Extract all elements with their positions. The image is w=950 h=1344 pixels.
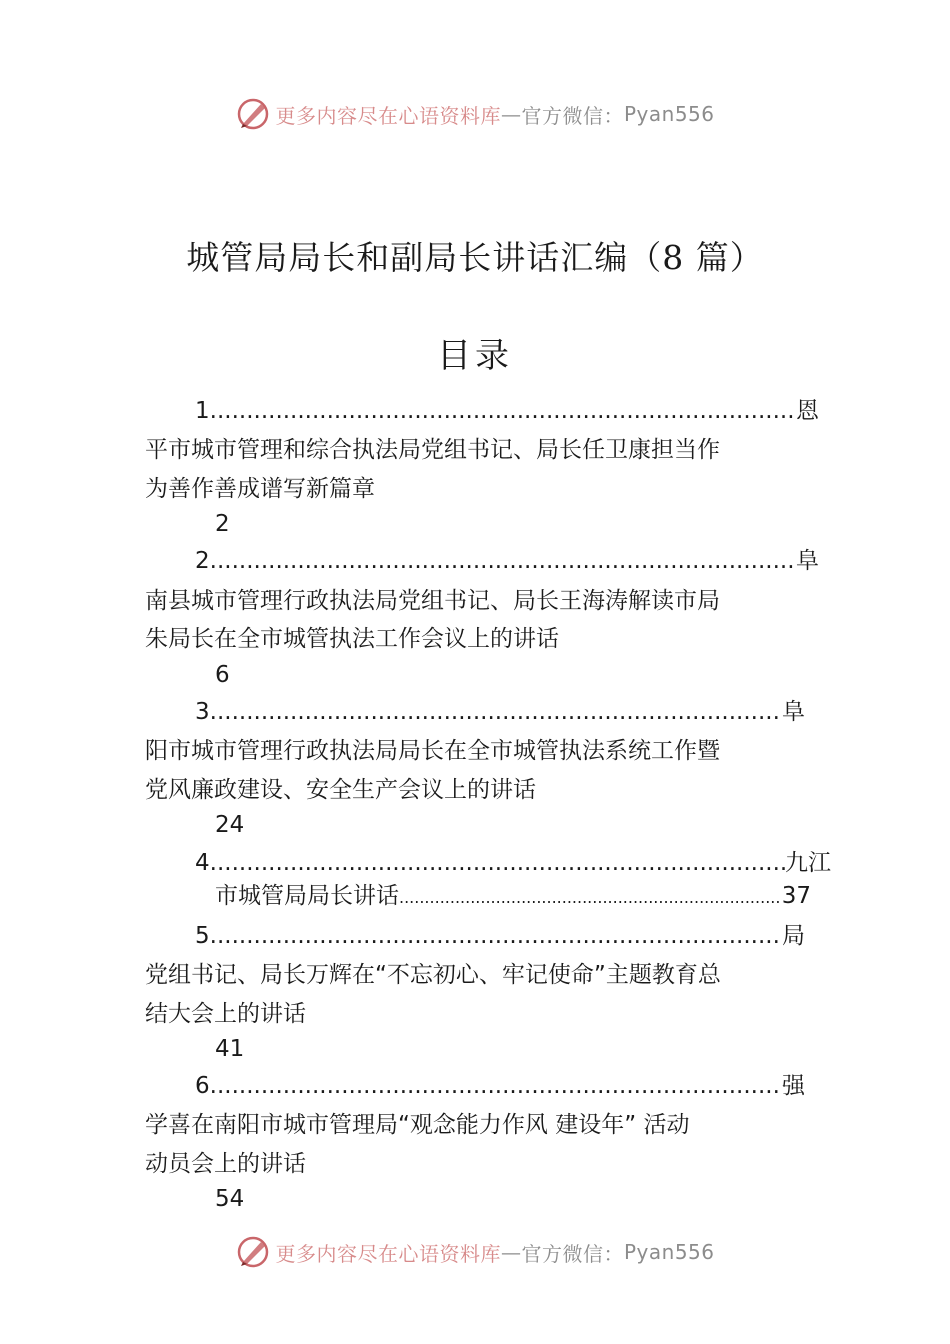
toc-entry-number: 4	[195, 850, 210, 876]
leader-dots	[210, 921, 782, 951]
watermark-wechat-label: 官方微信：	[521, 1241, 624, 1266]
toc-entry-3-leader[interactable]	[195, 697, 805, 727]
toc-entry-title-start: 恩	[796, 398, 819, 424]
toc-entry-1-leader[interactable]	[195, 396, 819, 426]
toc-entry-1-page: 2	[215, 511, 230, 537]
watermark-footer	[0, 1232, 950, 1272]
toc-entry-6-line-1: 学喜在南阳市城市管理局“观念能力作风 建设年” 活动	[145, 1112, 690, 1138]
document-title: 城管局局长和副局长讲话汇编（8 篇）	[186, 238, 764, 277]
toc-entry-2-page: 6	[215, 662, 230, 688]
toc-entry-4-sub[interactable]	[215, 881, 811, 913]
watermark-header	[0, 94, 950, 134]
toc-entry-6-line-2: 动员会上的讲话	[145, 1151, 306, 1177]
toc-entry-5-line-1: 党组书记、局长万辉在“不忘初心、牢记使命”主题教育总	[145, 962, 721, 988]
toc-entry-number: 6	[195, 1073, 210, 1099]
leader-dots	[210, 396, 796, 426]
toc-entry-title-start: 阜	[782, 699, 805, 725]
watermark-wechat-id: Pyan556	[623, 1240, 715, 1264]
toc-entry-title-start: 阜	[796, 548, 819, 574]
toc-entry-2-leader[interactable]	[195, 546, 819, 576]
leader-dots	[210, 697, 782, 727]
leader-dots	[399, 883, 782, 913]
pen-logo-icon	[235, 1234, 271, 1270]
watermark-dash: —	[500, 1240, 522, 1264]
toc-entry-2-line-1: 南县城市管理行政执法局党组书记、局长王海涛解读市局	[145, 588, 720, 614]
toc-entry-2-line-2: 朱局长在全市城管执法工作会议上的讲话	[145, 626, 559, 652]
watermark-brand: 更多内容尽在心语资料库	[275, 103, 501, 128]
toc-entry-1-line-2: 为善作善成谱写新篇章	[145, 476, 375, 502]
toc-entry-6-page: 54	[215, 1186, 245, 1212]
toc-entry-3-page: 24	[215, 812, 245, 838]
leader-dots	[210, 1071, 782, 1101]
toc-entry-6-leader[interactable]	[195, 1071, 805, 1101]
leader-dots	[210, 848, 785, 878]
watermark-dash: —	[500, 102, 522, 126]
watermark-wechat-id: Pyan556	[623, 102, 715, 126]
toc-entry-number: 5	[195, 923, 210, 949]
toc-heading: 目录	[437, 336, 513, 376]
leader-dots	[210, 546, 796, 576]
toc-entry-3-line-1: 阳市城市管理行政执法局局长在全市城管执法系统工作暨	[145, 738, 720, 764]
pen-logo-icon	[235, 96, 271, 132]
toc-entry-3-line-2: 党风廉政建设、安全生产会议上的讲话	[145, 777, 536, 803]
toc-entry-5-line-2: 结大会上的讲话	[145, 1001, 306, 1027]
toc-entry-5-leader[interactable]	[195, 921, 805, 951]
toc-entry-4-leader[interactable]	[195, 848, 831, 878]
toc-entry-number: 2	[195, 548, 210, 574]
toc-entry-number: 3	[195, 699, 210, 725]
toc-entry-4-title: 市城管局局长讲话	[215, 883, 399, 909]
toc-entry-number: 1	[195, 398, 210, 424]
toc-entry-title-start: 九江	[785, 850, 831, 876]
toc-entry-4-page: 37	[781, 883, 811, 909]
toc-entry-title-start: 局	[782, 923, 805, 949]
watermark-wechat-label: 官方微信：	[521, 103, 624, 128]
toc-entry-5-page: 41	[215, 1036, 245, 1062]
toc-entry-title-start: 强	[782, 1073, 805, 1099]
watermark-brand: 更多内容尽在心语资料库	[275, 1241, 501, 1266]
toc-entry-1-line-1: 平市城市管理和综合执法局党组书记、局长任卫康担当作	[145, 437, 720, 463]
